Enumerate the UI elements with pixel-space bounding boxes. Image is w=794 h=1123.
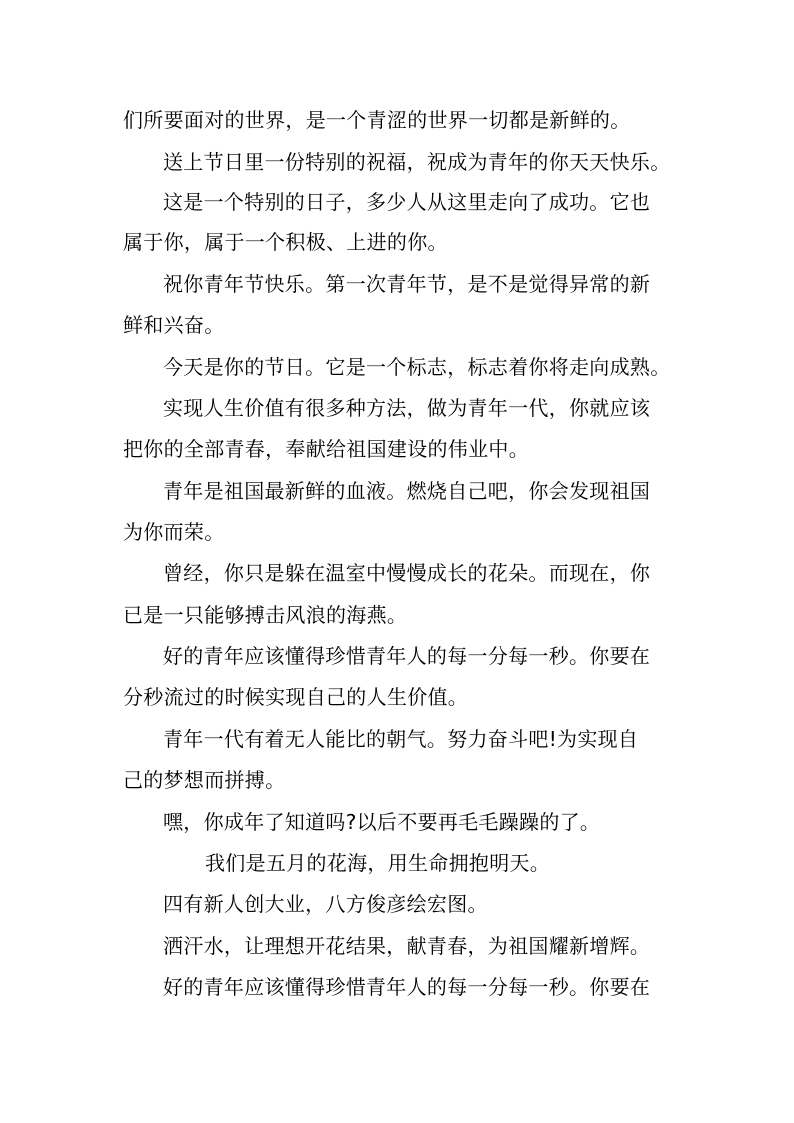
text-line: 青年一代有着无人能比的朝气。努力奋斗吧!为实现自 bbox=[163, 727, 639, 751]
text-line: 属于你，属于一个积极、上进的你。 bbox=[123, 230, 448, 254]
text-line: 这是一个特别的日子，多少人从这里走向了成功。它也 bbox=[163, 190, 651, 214]
text-line: 为你而荣。 bbox=[123, 520, 225, 544]
text-line: 洒汗水，让理想开花结果，献青春，为祖国耀新增辉。 bbox=[163, 934, 651, 958]
text-line: 我们是五月的花海，用生命拥抱明天。 bbox=[205, 851, 551, 875]
text-line: 实现人生价值有很多种方法，做为青年一代，你就应该 bbox=[163, 396, 651, 420]
text-line: 好的青年应该懂得珍惜青年人的每一分每一秒。你要在 bbox=[163, 644, 651, 668]
text-line: 已是一只能够搏击风浪的海燕。 bbox=[123, 603, 408, 627]
text-line: 送上节日里一份特别的祝福，祝成为青年的你天天快乐。 bbox=[163, 150, 671, 174]
text-line: 今天是你的节日。它是一个标志，标志着你将走向成熟。 bbox=[163, 355, 671, 379]
text-line: 四有新人创大业，八方俊彦绘宏图。 bbox=[163, 892, 488, 916]
text-line: 们所要面对的世界，是一个青涩的世界一切都是新鲜的。 bbox=[123, 108, 631, 132]
text-line: 青年是祖国最新鲜的血液。燃烧自己吧，你会发现祖国 bbox=[163, 479, 651, 503]
text-line: 把你的全部青春，奉献给祖国建设的伟业中。 bbox=[123, 437, 529, 461]
text-line: 鲜和兴奋。 bbox=[123, 313, 225, 337]
text-line: 分秒流过的时候实现自己的人生价值。 bbox=[123, 685, 469, 709]
text-line: 曾经，你只是躲在温室中慢慢成长的花朵。而现在，你 bbox=[163, 561, 651, 585]
text-line: 己的梦想而拼搏。 bbox=[123, 768, 286, 792]
text-line: 祝你青年节快乐。第一次青年节，是不是觉得异常的新 bbox=[163, 272, 651, 296]
text-line: 好的青年应该懂得珍惜青年人的每一分每一秒。你要在 bbox=[163, 975, 651, 999]
text-line: 嘿，你成年了知道吗?以后不要再毛毛躁躁的了。 bbox=[163, 810, 601, 834]
